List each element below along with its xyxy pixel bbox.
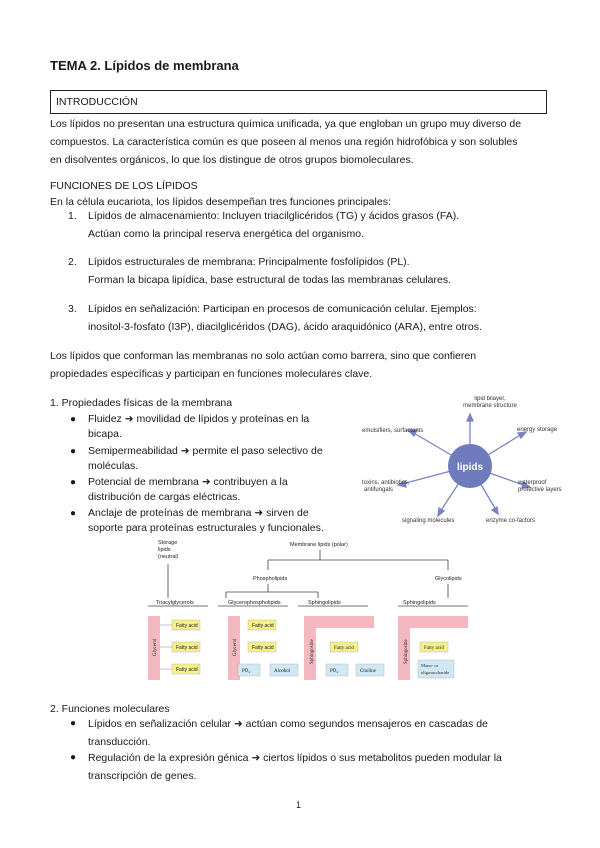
page-title: TEMA 2. Lípidos de membrana <box>50 58 239 73</box>
list-item-line: Lípidos estructurales de membrana: Principalmente fosfolípidos (PL). <box>88 256 410 268</box>
lipids-label: emulsifiers, surfactants <box>362 428 424 434</box>
lipids-label: lipid bilayer, <box>474 396 506 402</box>
list-number: 1. <box>68 210 77 222</box>
choline-label: Choline <box>360 669 376 674</box>
lipid-classification-diagram <box>148 536 478 686</box>
bullet-item <box>88 715 488 751</box>
fatty-acid-label: Fatty acid <box>176 645 198 651</box>
storage-label: (neutral) <box>158 554 179 560</box>
list-item-line: Forman la bicapa lipídica, base estructural de todas las membranas celulares. <box>88 274 452 286</box>
alcohol-label: Alcohol <box>274 669 291 674</box>
list-number: 2. <box>68 256 77 268</box>
bullet-line: bicapa. <box>88 428 122 440</box>
bullet-item <box>88 749 502 785</box>
bullet-item <box>88 412 309 442</box>
intro-heading-box: INTRODUCCIÓN <box>50 90 547 114</box>
sphingosine-label: Sphingosine <box>404 639 409 664</box>
glycerol-label: Glycerol <box>233 638 238 656</box>
bullet-item <box>88 444 323 474</box>
bullet-dot: ● <box>70 446 77 457</box>
bullet-item <box>88 506 324 536</box>
lipids-label: energy storage <box>517 427 558 433</box>
moleculares-heading: 2. Funciones moleculares <box>50 703 170 715</box>
lipids-label: enzyme co-factors <box>486 518 536 524</box>
lipids-label: membrane structure <box>463 403 517 409</box>
glycero-label: Glycerophospholipids <box>228 600 281 606</box>
fatty-acid-label: Fatty acid <box>176 667 198 673</box>
fatty-acid-label: Fatty acid <box>424 646 444 651</box>
sphingosine-label: Sphingosine <box>310 639 315 664</box>
membrana-line: Los lípidos que conforman las membranas no solo actúan como barrera, sino que confieren <box>50 350 477 362</box>
mono-oligo-label: Mono- or <box>421 663 439 668</box>
bullet-item <box>88 475 288 505</box>
bullet-line: Regulación de la expresión génica ➜ ciertos lípidos o sus metabolitos pueden modular la <box>88 752 502 764</box>
sphingo-label: Sphingolipids <box>308 600 341 606</box>
bullet-line: moléculas. <box>88 460 139 472</box>
bullet-line: transducción. <box>88 736 151 748</box>
bullet-line: distribución de cargas eléctricas. <box>88 491 241 503</box>
bullet-dot: ● <box>70 718 77 729</box>
lipids-function-diagram <box>340 396 580 526</box>
bullet-dot: ● <box>70 414 77 425</box>
glyco-label: Glycolipids <box>435 576 462 582</box>
bullet-line: Semipermeabilidad ➜ permite el paso selectivo de <box>88 445 323 457</box>
membrane-label: Membrane lipids (polar) <box>290 542 348 548</box>
page-number: 1 <box>296 800 302 810</box>
bullet-dot: ● <box>70 477 77 488</box>
list-item-line: Actúan como la principal reserva energética del organismo. <box>88 228 365 240</box>
bullet-line: Fluidez ➜ movilidad de lípidos y proteínas en la <box>88 413 310 425</box>
intro-line: en disolventes orgánicos, lo que los distingue de otros grupos biomoleculares. <box>50 154 414 166</box>
fatty-acid-label: Fatty acid <box>252 645 274 651</box>
fatty-acid-label: Fatty acid <box>334 646 354 651</box>
bullet-line: Anclaje de proteínas de membrana ➜ sirven de <box>88 507 309 519</box>
storage-label: lipids <box>158 547 171 553</box>
bullet-line: transcripción de genes. <box>88 770 197 782</box>
mono-oligo-label: oligosaccharide <box>421 670 450 675</box>
glycerol-label: Glycerol <box>153 638 158 656</box>
list-item <box>88 207 459 243</box>
lipids-label: signaling molecules <box>402 518 455 524</box>
lipids-center-label: lipids <box>456 462 484 473</box>
po4-label: PO₄ <box>242 669 251 674</box>
lipids-label: antifungals <box>364 487 394 493</box>
triacyl-label: Triacylglycerols <box>156 600 194 606</box>
list-item <box>88 253 451 289</box>
bullet-dot: ● <box>70 752 77 763</box>
sphingo2-label: Sphingolipids <box>403 600 436 606</box>
membrana-line: propiedades específicas y participan en funciones moleculares clave. <box>50 368 373 380</box>
bullet-line: soporte para proteínas estructurales y funcionales. <box>88 522 324 534</box>
intro-paragraph <box>50 115 521 169</box>
list-item-line: Lípidos de almacenamiento: Incluyen triacilglicéridos (TG) y ácidos grasos (FA). <box>88 210 460 222</box>
storage-label: Storage <box>158 540 178 546</box>
intro-line: compuestos. La característica común es que poseen al menos una región hidrofóbica y son solubles <box>50 136 518 148</box>
list-number: 3. <box>68 303 77 315</box>
list-item-line: Lípidos en señalización: Participan en procesos de comunicación celular. Ejemplos: <box>88 303 477 315</box>
propiedades-heading: 1. Propiedades físicas de la membrana <box>50 397 233 409</box>
lipids-label: toxins, antibiotics, <box>362 480 410 486</box>
list-item-line: inositol-3-fosfato (I3P), diacilglicéridos (DAG), ácido araquidónico (ARA), entre otros. <box>88 321 482 333</box>
po4-label: PO₄ <box>330 669 339 674</box>
membrana-paragraph <box>50 347 476 383</box>
lipids-label: protective layers <box>518 487 562 493</box>
bullet-dot: ● <box>70 508 77 519</box>
intro-line: Los lípidos no presentan una estructura química unificada, ya que engloban un grupo muy diverso de <box>50 118 522 130</box>
fatty-acid-label: Fatty acid <box>176 623 198 629</box>
list-item <box>88 300 482 336</box>
funciones-heading: FUNCIONES DE LOS LÍPIDOS <box>50 180 198 192</box>
bullet-line: Lípidos en señalización celular ➜ actúan como segundos mensajeros en cascadas de <box>88 718 488 730</box>
bullet-line: Potencial de membrana ➜ contribuyen a la <box>88 476 288 488</box>
phospho-label: Phospholipids <box>253 576 288 582</box>
funciones-intro: En la célula eucariota, los lípidos desempeñan tres funciones principales: <box>50 196 391 208</box>
lipids-label: waterproof <box>518 480 547 486</box>
fatty-acid-label: Fatty acid <box>252 623 274 629</box>
